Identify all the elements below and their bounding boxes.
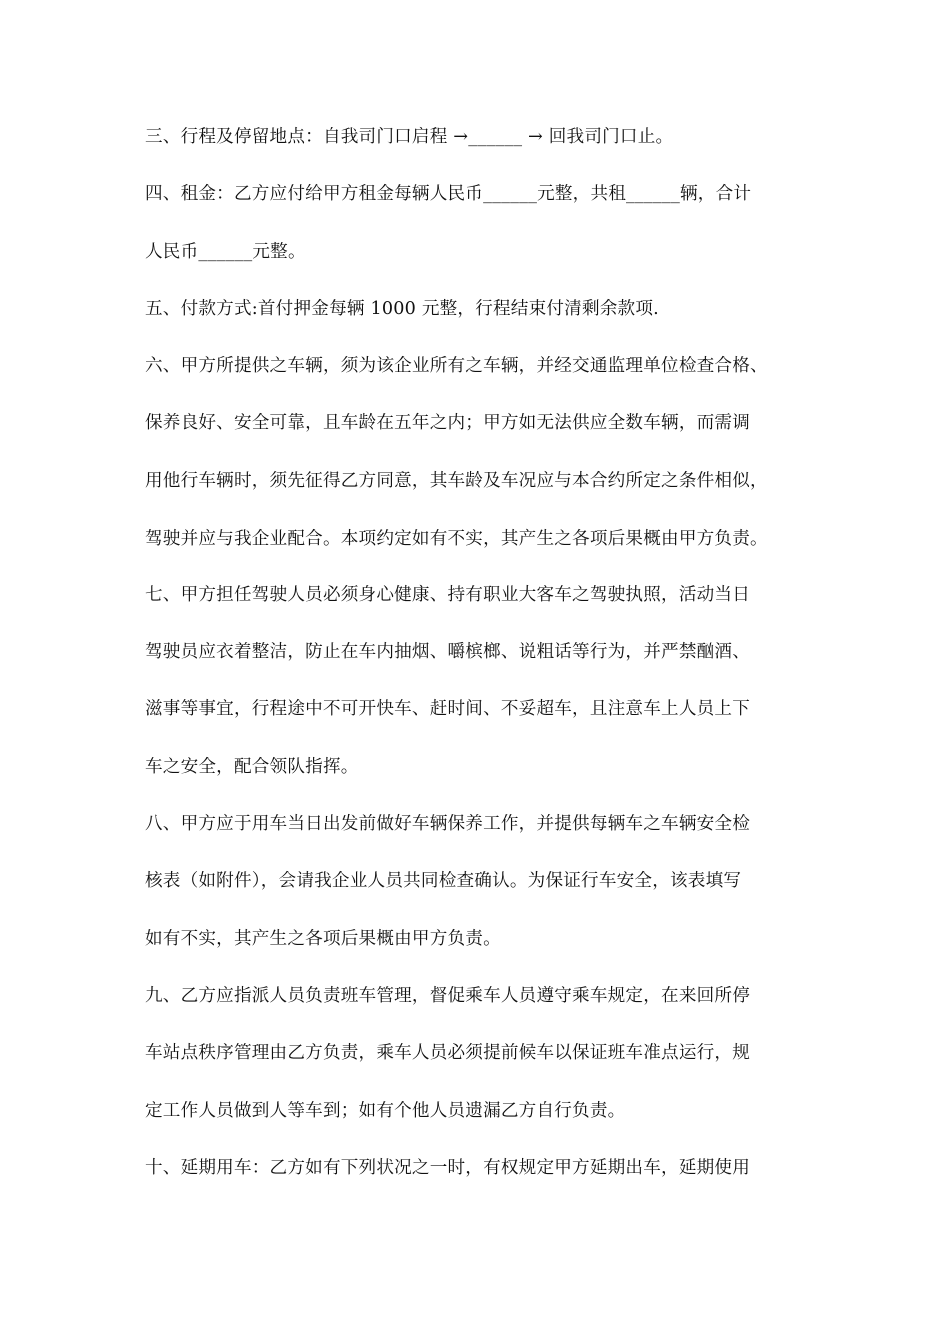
clause-4-line-2: 人民币______元整。	[145, 242, 306, 262]
clause-9-line-2: 车站点秩序管理由乙方负责，乘车人员必须提前候车以保证班车准点运行，规	[145, 1043, 750, 1063]
clause-7-line-3: 滋事等事宜，行程途中不可开快车、赶时间、不妥超车，且注意车上人员上下	[145, 699, 750, 719]
clause-6-line-2: 保养良好、安全可靠，且车龄在五年之内；甲方如无法供应全数车辆，而需调	[145, 413, 750, 433]
clause-6-line-3: 用他行车辆时，须先征得乙方同意，其车龄及车况应与本合约所定之条件相似，	[145, 471, 768, 491]
clause-8-line-1: 八、甲方应于用车当日出发前做好车辆保养工作，并提供每辆车之车辆安全检	[145, 814, 750, 834]
clause-8-line-2: 核表（如附件），会请我企业人员共同检查确认。为保证行车安全，该表填写	[145, 871, 742, 891]
clause-3-line-1: 三、行程及停留地点：自我司门口启程 →______ → 回我司门口止。	[145, 127, 674, 147]
clause-6-line-1: 六、甲方所提供之车辆，须为该企业所有之车辆，并经交通监理单位检查合格、	[145, 356, 768, 376]
clause-6-line-4: 驾驶并应与我企业配合。本项约定如有不实，其产生之各项后果概由甲方负责。	[145, 529, 768, 549]
clause-9-line-1: 九、乙方应指派人员负责班车管理，督促乘车人员遵守乘车规定，在来回所停	[145, 986, 750, 1006]
clause-9-line-3: 定工作人员做到人等车到；如有个他人员遗漏乙方自行负责。	[145, 1101, 626, 1121]
clause-8-line-3: 如有不实，其产生之各项后果概由甲方负责。	[145, 929, 501, 949]
clause-4-line-1: 四、租金：乙方应付给甲方租金每辆人民币______元整，共租______辆，合计	[145, 184, 752, 204]
clause-10-line-1: 十、延期用车：乙方如有下列状况之一时，有权规定甲方延期出车，延期使用	[145, 1158, 750, 1178]
clause-7-line-1: 七、甲方担任驾驶人员必须身心健康、持有职业大客车之驾驶执照，活动当日	[145, 585, 750, 605]
clause-7-line-4: 车之安全，配合领队指挥。	[145, 757, 359, 777]
clause-7-line-2: 驾驶员应衣着整洁，防止在车内抽烟、嚼槟榔、说粗话等行为，并严禁酗酒、	[145, 642, 750, 662]
clause-5-line-1: 五、付款方式:首付押金每辆 1000 元整，行程结束付清剩余款项.	[145, 299, 659, 319]
